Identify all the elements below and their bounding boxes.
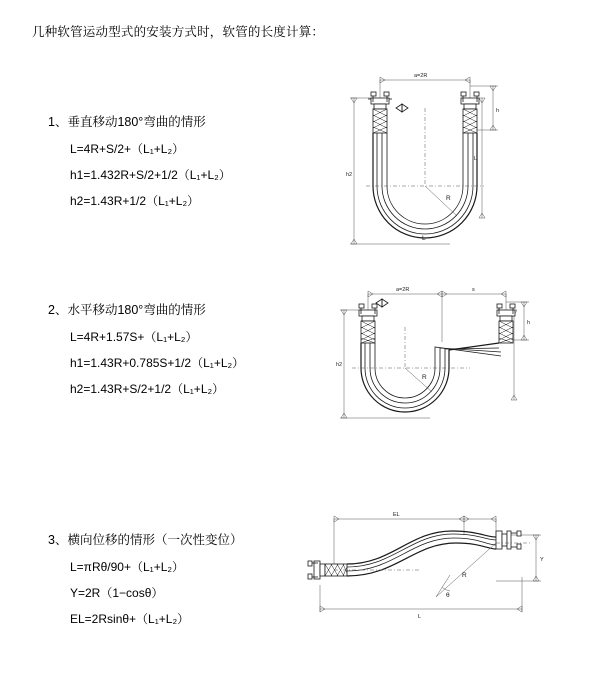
section-2-formula-2: h1=1.43R+0.785S+1/2（L₁+L₂）: [70, 356, 245, 370]
fig2-right-dim-label: h: [527, 320, 531, 326]
section-2-text: [48, 300, 244, 406]
section-1-formula-3: h2=1.43R+1/2（L₁+L₂）: [70, 194, 200, 208]
section-1-title: 1、垂直移动180°弯曲的情形: [48, 115, 206, 129]
section-1-formula-2: h1=1.432R+S/2+1/2（L₁+L₂）: [70, 168, 231, 182]
section-1-formula-1: L=4R+S/2+（L₁+L₂）: [70, 142, 185, 156]
fig3-angle-label: θ: [446, 592, 450, 599]
section-3-title: 3、横向位移的情形（一次性变位）: [48, 533, 243, 547]
section-2-formula-1: L=4R+1.57S+（L₁+L₂）: [70, 330, 198, 344]
fig1-right-long-dim: L: [474, 156, 478, 162]
fig2-top-dim2-label: s: [472, 287, 475, 293]
intro-text: 几种软管运动型式的安装方式时，软管的长度计算：: [32, 25, 325, 39]
section-3-formula-3: EL=2Rsinθ+（L₁+L₂）: [70, 612, 190, 626]
section-2-formula-3: h2=1.43R+S/2+1/2（L₁+L₂）: [70, 382, 225, 396]
fig1-radius-label: R: [446, 195, 451, 202]
section-1-text: [48, 112, 231, 218]
figure-lateral-offset: [300, 505, 585, 630]
fig3-bottom-dim-label: L: [418, 614, 422, 620]
section-2-title: 2、水平移动180°弯曲的情形: [48, 303, 206, 317]
section-3-text: [48, 530, 242, 636]
fig3-top-dim-label: EL: [393, 512, 400, 518]
fig3-radius-label: R: [462, 572, 467, 579]
fig1-left-dim-label: h2: [346, 172, 353, 178]
fig3-right-dim-label: Y: [540, 557, 544, 563]
fig1-bottom-label: L: [422, 235, 426, 242]
section-3-formula-2: Y=2R（1−cosθ）: [70, 586, 164, 600]
section-3-formula-1: L=πRθ/90+（L₁+L₂）: [70, 560, 185, 574]
figure-horizontal-180-bend: [310, 282, 580, 447]
fig2-top-dim-label: a=2R: [396, 287, 410, 293]
fig1-top-dim-label: a=2R: [414, 73, 428, 79]
fig2-left-dim-label: h2: [336, 362, 343, 368]
fig2-radius-label: R: [422, 374, 427, 381]
figure-vertical-180-bend: [310, 68, 580, 263]
fig1-right-dim-label: h: [496, 108, 500, 114]
